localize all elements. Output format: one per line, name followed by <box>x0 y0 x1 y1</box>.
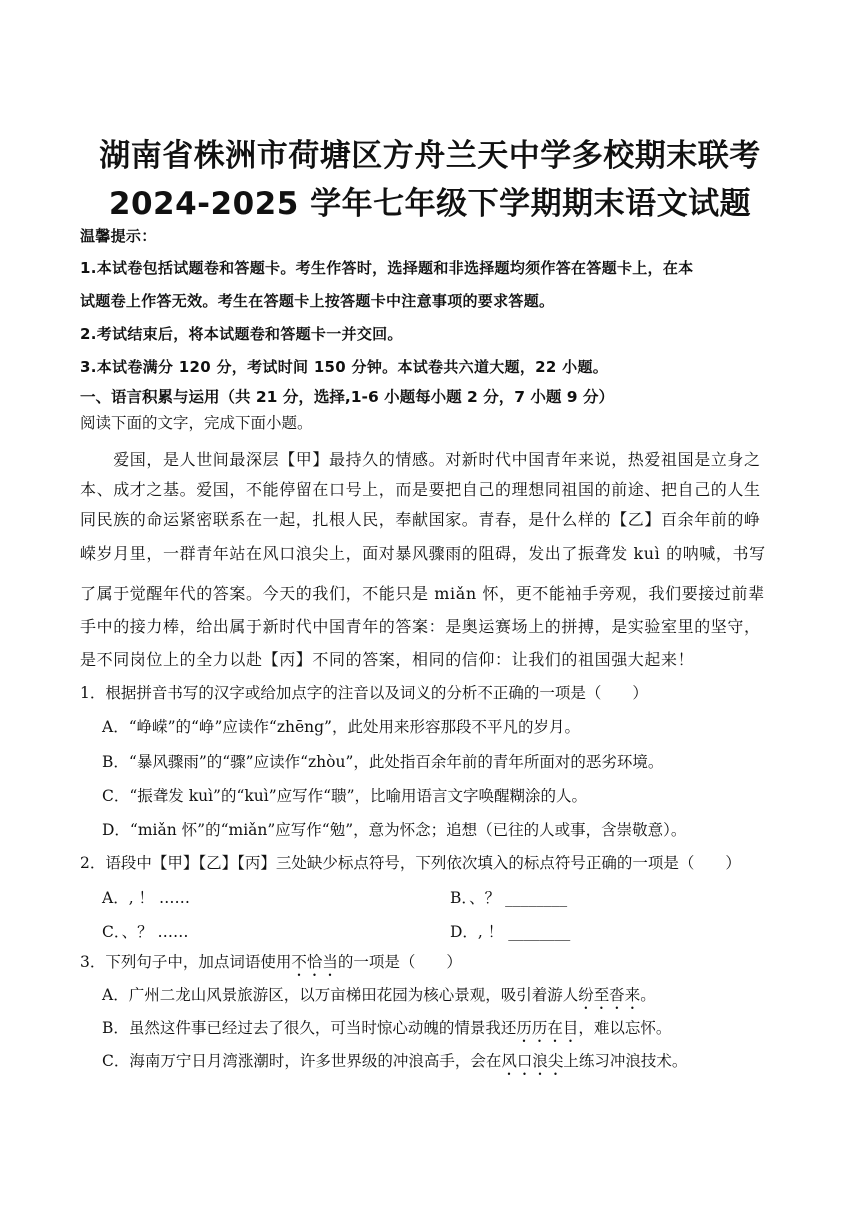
question-2-option-c: C．、？ …… <box>102 923 189 941</box>
notice-heading: 温馨提示： <box>80 227 157 245</box>
notice-item-3: 3.本试卷满分 120 分，考试时间 150 分钟。本试卷共六道大题，22 小题。 <box>80 358 609 376</box>
passage-line: 本、成才之基。爱国，不能停留在口号上，而是要把自己的理想同祖国的前途、把自己的人生 <box>80 480 761 499</box>
question-3-option-a <box>102 984 656 1013</box>
option-text: A．广州二龙山风景旅游区，以万亩梯田花园为核心景观，吸引着游人 <box>102 986 579 1004</box>
question-1-option-c: C．“振聋发 kuì”的“kuì”应写作“聩”，比喻用语言文字唤醒糊涂的人。 <box>102 787 587 805</box>
option-text: ，难以忘怀。 <box>578 1019 672 1037</box>
question-3-option-c <box>102 1050 687 1079</box>
emphasized-word: 风口浪尖 <box>501 1052 564 1070</box>
notice-item-1-line-2: 试题卷上作答无效。考生在答题卡上按答题卡中注意事项的要求答题。 <box>80 292 555 310</box>
notice-item-1-line-1: 1.本试卷包括试题卷和答题卡。考生作答时，选择题和非选择题均须作答在答题卡上，在本 <box>80 259 694 277</box>
option-text: 上练习冲浪技术。 <box>563 1052 688 1070</box>
question-2-option-d: D．, ！ ________ <box>450 923 571 941</box>
notice-item-2: 2.考试结束后，将本试题卷和答题卡一并交回。 <box>80 325 403 343</box>
passage-line: 是不同岗位上的全力以赴【丙】不同的答案，相同的信仰：让我们的祖国强大起来！ <box>80 650 695 669</box>
section-1-heading: 一、语言积累与运用（共 21 分，选择,1-6 小题每小题 2 分，7 小题 9 分） <box>80 388 614 406</box>
emphasized-word: 历历在目 <box>516 1019 579 1037</box>
emphasized-word: 不恰当 <box>291 953 338 971</box>
question-3-stem-text: 3．下列句子中，加点词语使用 <box>80 953 292 971</box>
emphasized-word: 纷至沓来 <box>578 986 641 1004</box>
exam-title-line2: 2024-2025 学年七年级下学期期末语文试题 <box>108 186 752 222</box>
option-text: C．海南万宁日月湾涨潮时，许多世界级的冲浪高手，会在 <box>102 1052 502 1070</box>
question-2-stem: 2．语段中【甲】【乙】【丙】三处缺少标点符号，下列依次填入的标点符号正确的一项是（ ） <box>80 854 741 872</box>
question-1-stem: 1．根据拼音书写的汉字或给加点字的注音以及词义的分析不正确的一项是（ ） <box>80 684 648 702</box>
question-1-option-a: A．“峥嵘”的“峥”应读作“zhēng”，此处用来形容那段不平凡的岁月。 <box>102 718 580 736</box>
section-1-instruction: 阅读下面的文字，完成下面小题。 <box>80 414 313 432</box>
exam-title-line1: 湖南省株洲市荷塘区方舟兰天中学多校期末联考 <box>99 138 761 174</box>
passage-line: 了属于觉醒年代的答案。今天的我们，不能只是 miǎn 怀，更不能袖手旁观，我们要接过前辈 <box>80 584 765 603</box>
passage-line: 嵘岁月里，一群青年站在风口浪尖上，面对暴风骤雨的阻碍，发出了振聋发 kuì 的呐喊，书写 <box>80 544 766 563</box>
question-1-option-b: B．“暴风骤雨”的“骤”应读作“zhòu”，此处指百余年前的青年所面对的恶劣环境。 <box>102 753 664 771</box>
question-3-stem <box>80 951 462 980</box>
passage-line: 手中的接力棒，给出属于新时代中国青年的答案：是奥运赛场上的拼搏，是实验室里的坚守， <box>80 617 761 636</box>
passage-line: 同民族的命运紧密联系在一起，扎根人民，奉献国家。青春，是什么样的【乙】百余年前的峥 <box>80 510 761 529</box>
question-1-option-d: D．“miǎn 怀”的“miǎn”应写作“勉”，意为怀念；追想（已往的人或事，含崇敬意）。 <box>102 821 687 839</box>
question-3-stem-text: 的一项是（ ） <box>337 953 462 971</box>
option-text: B．虽然这件事已经过去了很久，可当时惊心动魄的情景我还 <box>102 1019 517 1037</box>
passage-line: 爱国，是人世间最深层【甲】最持久的情感。对新时代中国青年来说，热爱祖国是立身之 <box>80 450 761 469</box>
question-3-option-b <box>102 1017 671 1046</box>
option-text: 。 <box>640 986 656 1004</box>
question-2-option-b: B．、？ ________ <box>450 889 568 907</box>
question-2-option-a: A．, ！ …… <box>102 889 190 907</box>
